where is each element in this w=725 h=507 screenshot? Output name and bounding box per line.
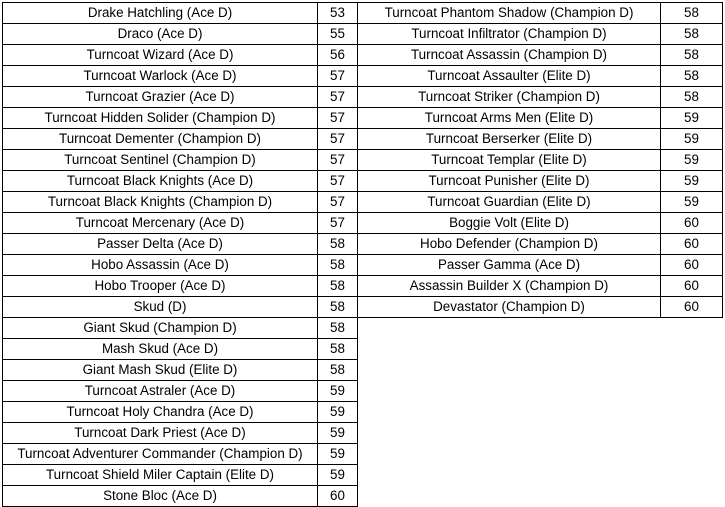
level-cell: 58 [318, 318, 358, 339]
monster-level-table-left [2, 2, 358, 507]
level-cell: 55 [318, 24, 358, 45]
monster-level-table-right [357, 2, 723, 318]
monster-name-cell: Turncoat Grazier (Ace D) [3, 87, 318, 108]
monster-name-cell: Hobo Assassin (Ace D) [3, 255, 318, 276]
monster-name-cell: Mash Skud (Ace D) [3, 339, 318, 360]
level-cell: 60 [661, 297, 723, 318]
table-row [3, 234, 358, 255]
table-row [358, 276, 723, 297]
table-row [3, 129, 358, 150]
monster-name-cell: Skud (D) [3, 297, 318, 318]
monster-name-cell: Draco (Ace D) [3, 24, 318, 45]
level-cell: 57 [318, 171, 358, 192]
level-cell: 59 [661, 171, 723, 192]
monster-name-cell: Turncoat Striker (Champion D) [358, 87, 661, 108]
level-cell: 58 [318, 234, 358, 255]
level-cell: 57 [318, 129, 358, 150]
level-cell: 58 [661, 45, 723, 66]
table-row [3, 402, 358, 423]
level-cell: 59 [318, 444, 358, 465]
monster-name-cell: Turncoat Astraler (Ace D) [3, 381, 318, 402]
level-cell: 60 [318, 486, 358, 507]
table-row [3, 150, 358, 171]
table-body [358, 3, 723, 318]
monster-name-cell: Turncoat Phantom Shadow (Champion D) [358, 3, 661, 24]
table-row [3, 24, 358, 45]
level-cell: 53 [318, 3, 358, 24]
table-row [358, 3, 723, 24]
level-cell: 58 [661, 66, 723, 87]
level-cell: 58 [318, 339, 358, 360]
level-cell: 57 [318, 213, 358, 234]
table-row [3, 87, 358, 108]
monster-name-cell: Turncoat Warlock (Ace D) [3, 66, 318, 87]
table-row [3, 192, 358, 213]
level-cell: 60 [661, 234, 723, 255]
table-row [358, 45, 723, 66]
table-row [358, 129, 723, 150]
level-cell: 58 [318, 276, 358, 297]
table-row [3, 381, 358, 402]
monster-name-cell: Passer Gamma (Ace D) [358, 255, 661, 276]
table-row [358, 255, 723, 276]
monster-name-cell: Assassin Builder X (Champion D) [358, 276, 661, 297]
monster-name-cell: Giant Skud (Champion D) [3, 318, 318, 339]
monster-name-cell: Turncoat Adventurer Commander (Champion D) [3, 444, 318, 465]
table-row [3, 465, 358, 486]
monster-name-cell: Turncoat Holy Chandra (Ace D) [3, 402, 318, 423]
level-cell: 60 [661, 255, 723, 276]
monster-name-cell: Turncoat Punisher (Elite D) [358, 171, 661, 192]
level-cell: 59 [318, 381, 358, 402]
level-cell: 60 [661, 276, 723, 297]
monster-name-cell: Turncoat Mercenary (Ace D) [3, 213, 318, 234]
table-row [3, 444, 358, 465]
level-cell: 56 [318, 45, 358, 66]
level-cell: 58 [661, 3, 723, 24]
level-cell: 59 [661, 129, 723, 150]
level-cell: 59 [318, 402, 358, 423]
monster-name-cell: Turncoat Guardian (Elite D) [358, 192, 661, 213]
level-cell: 57 [318, 150, 358, 171]
table-row [358, 108, 723, 129]
table-row [3, 486, 358, 507]
monster-name-cell: Devastator (Champion D) [358, 297, 661, 318]
level-cell: 58 [318, 297, 358, 318]
table-row [3, 297, 358, 318]
monster-name-cell: Turncoat Dementer (Champion D) [3, 129, 318, 150]
table-row [358, 297, 723, 318]
table-row [3, 318, 358, 339]
table-row [358, 171, 723, 192]
table-row [3, 213, 358, 234]
level-cell: 58 [318, 255, 358, 276]
monster-name-cell: Hobo Trooper (Ace D) [3, 276, 318, 297]
level-cell: 57 [318, 87, 358, 108]
monster-name-cell: Turncoat Assaulter (Elite D) [358, 66, 661, 87]
monster-name-cell: Turncoat Wizard (Ace D) [3, 45, 318, 66]
table-row [358, 24, 723, 45]
table-row [3, 171, 358, 192]
table-row [3, 276, 358, 297]
level-cell: 59 [318, 423, 358, 444]
monster-name-cell: Drake Hatchling (Ace D) [3, 3, 318, 24]
monster-name-cell: Stone Bloc (Ace D) [3, 486, 318, 507]
monster-name-cell: Turncoat Infiltrator (Champion D) [358, 24, 661, 45]
monster-name-cell: Turncoat Dark Priest (Ace D) [3, 423, 318, 444]
monster-name-cell: Hobo Defender (Champion D) [358, 234, 661, 255]
monster-name-cell: Turncoat Shield Miler Captain (Elite D) [3, 465, 318, 486]
table-row [358, 66, 723, 87]
level-cell: 58 [661, 87, 723, 108]
table-row [358, 234, 723, 255]
level-cell: 60 [661, 213, 723, 234]
table-row [3, 108, 358, 129]
monster-name-cell: Boggie Volt (Elite D) [358, 213, 661, 234]
level-cell: 59 [318, 465, 358, 486]
table-row [3, 423, 358, 444]
level-cell: 59 [661, 150, 723, 171]
monster-name-cell: Turncoat Black Knights (Ace D) [3, 171, 318, 192]
level-cell: 57 [318, 192, 358, 213]
monster-name-cell: Turncoat Black Knights (Champion D) [3, 192, 318, 213]
table-row [358, 192, 723, 213]
level-cell: 58 [661, 24, 723, 45]
level-cell: 59 [661, 108, 723, 129]
table-row [3, 66, 358, 87]
level-cell: 58 [318, 360, 358, 381]
level-cell: 59 [661, 192, 723, 213]
monster-name-cell: Giant Mash Skud (Elite D) [3, 360, 318, 381]
table-row [358, 87, 723, 108]
table-row [3, 339, 358, 360]
table-body [3, 3, 358, 507]
monster-name-cell: Turncoat Berserker (Elite D) [358, 129, 661, 150]
table-row [3, 45, 358, 66]
monster-name-cell: Turncoat Assassin (Champion D) [358, 45, 661, 66]
monster-name-cell: Passer Delta (Ace D) [3, 234, 318, 255]
level-cell: 57 [318, 108, 358, 129]
table-row [358, 150, 723, 171]
monster-name-cell: Turncoat Hidden Solider (Champion D) [3, 108, 318, 129]
monster-name-cell: Turncoat Sentinel (Champion D) [3, 150, 318, 171]
table-row [3, 3, 358, 24]
table-row [3, 255, 358, 276]
level-cell: 57 [318, 66, 358, 87]
monster-name-cell: Turncoat Templar (Elite D) [358, 150, 661, 171]
table-row [3, 360, 358, 381]
monster-name-cell: Turncoat Arms Men (Elite D) [358, 108, 661, 129]
table-row [358, 213, 723, 234]
